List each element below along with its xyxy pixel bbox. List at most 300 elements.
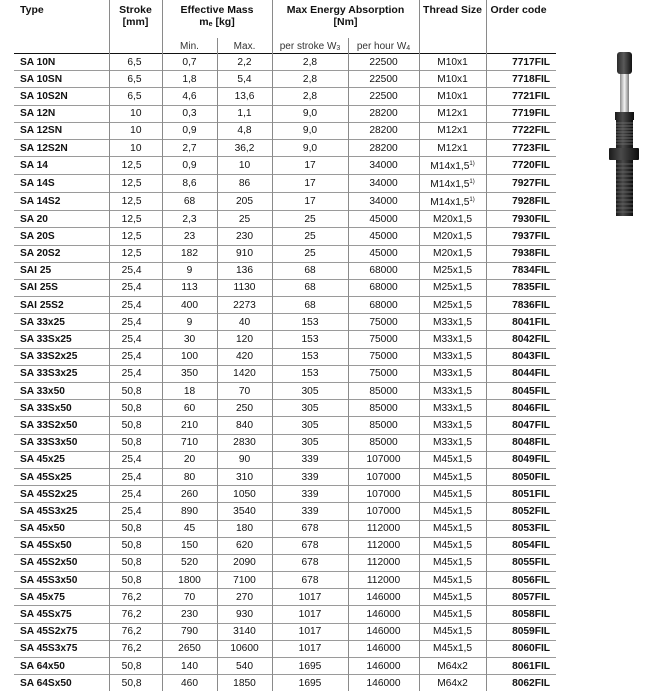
cell-type-text: SA 45Sx25 bbox=[20, 471, 72, 483]
cell-mass-min-text: 260 bbox=[181, 488, 198, 500]
cell-type-text: SA 45x25 bbox=[20, 454, 65, 466]
cell-thread-size-text: M10x1 bbox=[437, 56, 468, 68]
cell-mass-max bbox=[217, 589, 272, 606]
cell-mass-max-text: 250 bbox=[236, 402, 253, 414]
cell-mass-min bbox=[162, 348, 217, 365]
cell-type-text: SA 10S2N bbox=[20, 90, 68, 102]
cell-energy-per-hour-text: 34000 bbox=[369, 178, 398, 190]
cell-mass-min-text: 710 bbox=[181, 437, 198, 449]
cell-energy-per-hour bbox=[348, 314, 419, 331]
cell-type bbox=[14, 623, 109, 640]
cell-energy-per-stroke-text: 1017 bbox=[298, 643, 322, 655]
cell-mass-min-text: 70 bbox=[183, 591, 196, 603]
cell-mass-max bbox=[217, 348, 272, 365]
cell-energy-per-stroke-text: 153 bbox=[301, 368, 319, 380]
cell-order-code-text: 8046FIL bbox=[512, 402, 551, 414]
cell-energy-per-hour bbox=[348, 503, 419, 520]
cell-mass-min bbox=[162, 468, 217, 485]
cell-type bbox=[14, 486, 109, 503]
cell-stroke bbox=[109, 623, 162, 640]
cell-order-code-text: 8056FIL bbox=[512, 574, 551, 586]
cell-order-code bbox=[486, 675, 556, 692]
cell-stroke bbox=[109, 658, 162, 675]
cell-mass-min bbox=[162, 503, 217, 520]
cell-energy-per-hour-text: 112000 bbox=[366, 557, 401, 569]
cell-thread-size-text: M25x1,5 bbox=[432, 265, 473, 277]
cell-mass-max bbox=[217, 400, 272, 417]
cell-energy-per-stroke bbox=[272, 88, 348, 105]
cell-energy-per-hour-text: 75000 bbox=[369, 351, 398, 363]
cell-order-code bbox=[486, 297, 556, 314]
cell-energy-per-stroke-text: 9,0 bbox=[302, 108, 318, 120]
cell-thread-size-text: M10x1 bbox=[437, 90, 468, 102]
cell-mass-max-text: 840 bbox=[236, 419, 253, 431]
cell-order-code bbox=[486, 331, 556, 348]
header-energy-label: Max Energy Absorption bbox=[286, 4, 405, 16]
header-empty-order bbox=[486, 38, 556, 54]
cell-energy-per-stroke-text: 339 bbox=[301, 488, 319, 500]
cell-type-text: SA 45Sx75 bbox=[20, 609, 72, 621]
cell-energy-per-stroke-text: 1695 bbox=[298, 677, 322, 689]
cell-energy-per-stroke-text: 25 bbox=[304, 248, 316, 260]
cell-stroke bbox=[109, 520, 162, 537]
cell-order-code bbox=[486, 262, 556, 279]
cell-mass-max bbox=[217, 503, 272, 520]
cell-mass-max bbox=[217, 486, 272, 503]
cell-order-code bbox=[486, 279, 556, 296]
cell-order-code-text: 8049FIL bbox=[512, 454, 551, 466]
cell-stroke-text: 12,5 bbox=[121, 178, 142, 190]
cell-mass-max-text: 3540 bbox=[233, 505, 256, 517]
cell-order-code bbox=[486, 520, 556, 537]
cell-type-text: SA 45S3x75 bbox=[20, 643, 78, 655]
cell-stroke bbox=[109, 572, 162, 589]
cell-energy-per-stroke bbox=[272, 503, 348, 520]
cell-energy-per-hour bbox=[348, 468, 419, 485]
table-row bbox=[14, 606, 556, 623]
cell-mass-max-text: 120 bbox=[236, 334, 253, 346]
cell-thread-size-text: M20x1,5 bbox=[432, 230, 473, 242]
cell-stroke bbox=[109, 54, 162, 71]
cell-stroke-text: 25,4 bbox=[121, 299, 142, 311]
cell-type bbox=[14, 520, 109, 537]
cell-energy-per-hour-text: 22500 bbox=[369, 90, 398, 102]
cell-order-code-text: 8051FIL bbox=[512, 488, 551, 500]
cell-mass-min bbox=[162, 589, 217, 606]
cell-type-text: SA 33S2x50 bbox=[20, 419, 78, 431]
cell-energy-per-hour-text: 146000 bbox=[366, 677, 401, 689]
cell-type bbox=[14, 105, 109, 122]
cell-type-text: SAI 25S bbox=[20, 282, 58, 294]
cell-mass-max bbox=[217, 54, 272, 71]
cell-mass-max bbox=[217, 331, 272, 348]
cell-order-code bbox=[486, 122, 556, 139]
cell-energy-per-hour bbox=[348, 297, 419, 314]
cell-thread-size bbox=[419, 503, 486, 520]
cell-energy-per-stroke bbox=[272, 383, 348, 400]
cell-type-text: SA 14S bbox=[20, 178, 55, 190]
cell-mass-max-text: 36,2 bbox=[234, 142, 255, 154]
header-per-hour bbox=[348, 38, 419, 54]
cell-energy-per-hour-text: 22500 bbox=[369, 73, 398, 85]
cell-energy-per-stroke bbox=[272, 348, 348, 365]
header-energy-unit: [Nm] bbox=[333, 16, 358, 28]
cell-mass-min bbox=[162, 105, 217, 122]
cell-thread-size bbox=[419, 486, 486, 503]
cell-type bbox=[14, 417, 109, 434]
cell-stroke-text: 50,8 bbox=[121, 402, 142, 414]
cell-energy-per-stroke-text: 678 bbox=[301, 523, 319, 535]
cell-mass-min-text: 0,9 bbox=[182, 125, 197, 137]
cell-order-code bbox=[486, 623, 556, 640]
cell-thread-size-text: M45x1,5 bbox=[432, 609, 473, 621]
cell-mass-min bbox=[162, 520, 217, 537]
cell-order-code bbox=[486, 228, 556, 245]
cell-order-code-text: 7721FIL bbox=[512, 90, 551, 102]
cell-energy-per-stroke-text: 305 bbox=[301, 419, 319, 431]
cell-thread-size bbox=[419, 211, 486, 228]
cell-mass-min-text: 113 bbox=[181, 282, 198, 294]
table-body bbox=[14, 54, 556, 692]
cell-energy-per-stroke bbox=[272, 245, 348, 262]
cell-order-code bbox=[486, 245, 556, 262]
cell-energy-per-hour bbox=[348, 606, 419, 623]
cell-energy-per-stroke-text: 305 bbox=[301, 385, 319, 397]
cell-mass-min-text: 60 bbox=[183, 402, 196, 414]
header-stroke bbox=[109, 0, 162, 38]
table-row bbox=[14, 520, 556, 537]
cell-stroke-text: 6,5 bbox=[127, 90, 142, 102]
footnote-marker: 1) bbox=[469, 197, 475, 204]
header-effective-mass bbox=[162, 0, 272, 38]
cell-mass-min bbox=[162, 486, 217, 503]
cell-energy-per-hour bbox=[348, 88, 419, 105]
cell-order-code-text: 8061FIL bbox=[512, 660, 551, 672]
cell-order-code-text: 8043FIL bbox=[512, 351, 551, 363]
cell-stroke-text: 50,8 bbox=[121, 437, 142, 449]
table-row bbox=[14, 348, 556, 365]
cell-stroke bbox=[109, 468, 162, 485]
cell-mass-max bbox=[217, 468, 272, 485]
cell-order-code-text: 8047FIL bbox=[512, 419, 551, 431]
cell-energy-per-hour bbox=[348, 640, 419, 657]
cell-mass-min bbox=[162, 383, 217, 400]
cell-mass-min-text: 30 bbox=[183, 334, 196, 346]
cell-mass-min-text: 210 bbox=[181, 419, 198, 431]
table-row bbox=[14, 122, 556, 139]
cell-stroke-text: 10 bbox=[130, 108, 142, 120]
table-row bbox=[14, 331, 556, 348]
header-mass-subscript: e bbox=[208, 21, 213, 28]
cell-energy-per-hour bbox=[348, 451, 419, 468]
cell-stroke bbox=[109, 434, 162, 451]
cell-mass-min bbox=[162, 193, 217, 211]
cell-mass-max bbox=[217, 675, 272, 692]
cell-energy-per-stroke-text: 17 bbox=[304, 178, 316, 190]
cell-energy-per-hour-text: 28200 bbox=[369, 108, 398, 120]
cell-thread-size-text: M33x1,5 bbox=[432, 351, 473, 363]
cell-type-text: SA 20S bbox=[20, 230, 55, 242]
cell-mass-min-text: 140 bbox=[181, 660, 198, 672]
header-per-stroke-label: per stroke W bbox=[279, 41, 337, 52]
cell-order-code-text: 8062FIL bbox=[512, 677, 551, 689]
cell-stroke-text: 25,4 bbox=[121, 368, 142, 380]
header-min: Min. bbox=[162, 38, 217, 54]
cell-mass-min bbox=[162, 297, 217, 314]
cell-type bbox=[14, 503, 109, 520]
cell-type bbox=[14, 675, 109, 692]
cell-energy-per-stroke-text: 678 bbox=[301, 574, 319, 586]
cell-mass-max bbox=[217, 105, 272, 122]
cell-order-code-text: 8057FIL bbox=[512, 591, 551, 603]
cell-type bbox=[14, 606, 109, 623]
cell-energy-per-hour bbox=[348, 365, 419, 382]
table-row bbox=[14, 139, 556, 156]
cell-stroke bbox=[109, 245, 162, 262]
cell-type bbox=[14, 157, 109, 175]
cell-type-text: SA 45S3x50 bbox=[20, 574, 78, 586]
cell-mass-min-text: 100 bbox=[181, 351, 198, 363]
cell-mass-max-text: 1,1 bbox=[237, 108, 252, 120]
cell-energy-per-stroke bbox=[272, 451, 348, 468]
cell-mass-min-text: 400 bbox=[181, 299, 198, 311]
cell-mass-min bbox=[162, 434, 217, 451]
cell-thread-size bbox=[419, 383, 486, 400]
cell-order-code bbox=[486, 175, 556, 193]
cell-energy-per-hour-text: 146000 bbox=[366, 609, 401, 621]
cell-energy-per-hour-text: 85000 bbox=[369, 402, 398, 414]
cell-energy-per-stroke-text: 25 bbox=[304, 213, 316, 225]
header-per-stroke bbox=[272, 38, 348, 54]
cell-energy-per-hour-text: 112000 bbox=[366, 574, 401, 586]
table-row bbox=[14, 157, 556, 175]
table-row bbox=[14, 400, 556, 417]
cell-stroke-text: 12,5 bbox=[121, 160, 142, 172]
cell-thread-size bbox=[419, 105, 486, 122]
cell-thread-size-text: M33x1,5 bbox=[432, 334, 473, 346]
cell-mass-max-text: 420 bbox=[236, 351, 253, 363]
footnote-marker: 1) bbox=[469, 179, 475, 186]
table-row bbox=[14, 675, 556, 692]
cell-order-code bbox=[486, 348, 556, 365]
cell-type bbox=[14, 383, 109, 400]
cell-type-text: SA 33S3x50 bbox=[20, 437, 78, 449]
cell-energy-per-stroke-text: 2,8 bbox=[302, 56, 318, 68]
cell-energy-per-hour-text: 45000 bbox=[369, 248, 398, 260]
cell-energy-per-hour bbox=[348, 417, 419, 434]
cell-mass-min-text: 8,6 bbox=[182, 178, 197, 190]
cell-mass-max-text: 620 bbox=[236, 540, 253, 552]
cell-mass-min bbox=[162, 417, 217, 434]
cell-type bbox=[14, 572, 109, 589]
cell-mass-min-text: 68 bbox=[183, 196, 196, 208]
cell-stroke bbox=[109, 314, 162, 331]
cell-energy-per-stroke bbox=[272, 122, 348, 139]
cell-thread-size-text: M45x1,5 bbox=[432, 523, 473, 535]
cell-type bbox=[14, 658, 109, 675]
cell-energy-per-stroke-text: 339 bbox=[301, 471, 319, 483]
cell-energy-per-hour bbox=[348, 331, 419, 348]
cell-mass-min-text: 350 bbox=[181, 368, 198, 380]
cell-mass-min bbox=[162, 245, 217, 262]
cell-thread-size bbox=[419, 139, 486, 156]
cell-energy-per-hour-text: 107000 bbox=[366, 505, 401, 517]
cell-stroke-text: 76,2 bbox=[121, 626, 142, 638]
cell-mass-min bbox=[162, 175, 217, 193]
cell-thread-size-text: M45x1,5 bbox=[432, 643, 473, 655]
table-row bbox=[14, 262, 556, 279]
cell-energy-per-hour-text: 85000 bbox=[369, 419, 398, 431]
cell-mass-min-text: 150 bbox=[181, 540, 198, 552]
cell-energy-per-stroke bbox=[272, 279, 348, 296]
cell-thread-size-text: M12x1 bbox=[437, 142, 468, 154]
cell-energy-per-hour bbox=[348, 383, 419, 400]
cell-order-code-text: 8045FIL bbox=[512, 385, 551, 397]
cell-stroke-text: 25,4 bbox=[121, 334, 142, 346]
cell-energy-per-stroke-text: 339 bbox=[301, 454, 319, 466]
cell-thread-size-text: M64x2 bbox=[437, 677, 468, 689]
cell-order-code bbox=[486, 139, 556, 156]
cell-energy-per-stroke bbox=[272, 640, 348, 657]
cell-type-text: SA 33Sx25 bbox=[20, 334, 72, 346]
cell-mass-max bbox=[217, 623, 272, 640]
cell-mass-max-text: 2090 bbox=[233, 557, 256, 569]
table-row bbox=[14, 640, 556, 657]
cell-mass-max-text: 70 bbox=[238, 385, 251, 397]
cell-mass-max-text: 180 bbox=[236, 523, 253, 535]
cell-mass-min-text: 1800 bbox=[178, 574, 201, 586]
cell-type-text: SA 45x50 bbox=[20, 523, 65, 535]
cell-type bbox=[14, 348, 109, 365]
table-row bbox=[14, 71, 556, 88]
cell-mass-max-text: 910 bbox=[236, 248, 253, 260]
cell-order-code bbox=[486, 193, 556, 211]
cell-energy-per-hour bbox=[348, 486, 419, 503]
cell-energy-per-stroke-text: 678 bbox=[301, 557, 319, 569]
cell-order-code bbox=[486, 554, 556, 571]
cell-mass-max-text: 3140 bbox=[233, 626, 256, 638]
cell-type bbox=[14, 331, 109, 348]
cell-stroke bbox=[109, 262, 162, 279]
cell-mass-max bbox=[217, 245, 272, 262]
cell-type-text: SA 20 bbox=[20, 213, 48, 225]
cell-mass-max bbox=[217, 297, 272, 314]
cell-mass-min-text: 0,3 bbox=[182, 108, 197, 120]
cell-stroke-text: 6,5 bbox=[127, 56, 142, 68]
cell-type bbox=[14, 211, 109, 228]
cell-order-code-text: 7718FIL bbox=[512, 73, 551, 85]
cell-energy-per-stroke bbox=[272, 211, 348, 228]
cell-mass-max bbox=[217, 606, 272, 623]
cell-energy-per-hour-text: 75000 bbox=[369, 316, 398, 328]
cell-energy-per-stroke-text: 153 bbox=[301, 334, 319, 346]
cell-type-text: SA 33x50 bbox=[20, 385, 65, 397]
cell-mass-max-text: 86 bbox=[238, 178, 251, 190]
cell-energy-per-stroke bbox=[272, 54, 348, 71]
cell-energy-per-stroke-text: 1017 bbox=[298, 626, 322, 638]
table-header bbox=[14, 0, 556, 54]
cell-energy-per-stroke bbox=[272, 175, 348, 193]
table-row bbox=[14, 279, 556, 296]
cell-thread-size bbox=[419, 157, 486, 175]
cell-mass-max bbox=[217, 88, 272, 105]
cell-stroke bbox=[109, 383, 162, 400]
cell-type bbox=[14, 640, 109, 657]
table-row bbox=[14, 589, 556, 606]
cell-thread-size bbox=[419, 572, 486, 589]
cell-mass-min bbox=[162, 400, 217, 417]
cell-energy-per-hour bbox=[348, 54, 419, 71]
cell-mass-max-text: 2273 bbox=[233, 299, 256, 311]
cell-energy-per-hour-text: 34000 bbox=[369, 196, 398, 208]
cell-order-code bbox=[486, 54, 556, 71]
cell-mass-max-text: 1850 bbox=[233, 677, 256, 689]
cell-type-text: SA 64Sx50 bbox=[20, 677, 72, 689]
cell-thread-size bbox=[419, 623, 486, 640]
cell-order-code bbox=[486, 640, 556, 657]
cell-thread-size-text: M64x2 bbox=[437, 660, 468, 672]
cell-mass-max bbox=[217, 383, 272, 400]
cell-energy-per-hour bbox=[348, 623, 419, 640]
cell-type bbox=[14, 365, 109, 382]
cell-mass-max bbox=[217, 434, 272, 451]
cell-energy-per-stroke bbox=[272, 520, 348, 537]
cell-mass-min bbox=[162, 554, 217, 571]
cell-stroke-text: 25,4 bbox=[121, 316, 142, 328]
cell-mass-max bbox=[217, 520, 272, 537]
cell-thread-size-text: M45x1,5 bbox=[432, 471, 473, 483]
cell-mass-min bbox=[162, 331, 217, 348]
cell-mass-max bbox=[217, 314, 272, 331]
cell-order-code-text: 8058FIL bbox=[512, 609, 551, 621]
cell-order-code-text: 8052FIL bbox=[512, 505, 551, 517]
cell-energy-per-hour bbox=[348, 589, 419, 606]
cell-energy-per-stroke bbox=[272, 468, 348, 485]
cell-stroke-text: 50,8 bbox=[121, 385, 142, 397]
cell-energy-per-stroke bbox=[272, 554, 348, 571]
cell-mass-max-text: 10600 bbox=[230, 643, 259, 655]
cell-energy-per-hour-text: 85000 bbox=[369, 385, 398, 397]
cell-energy-per-hour bbox=[348, 675, 419, 692]
cell-energy-per-hour bbox=[348, 193, 419, 211]
cell-energy-per-hour bbox=[348, 537, 419, 554]
cell-thread-size bbox=[419, 640, 486, 657]
header-mass-label: Effective Mass bbox=[180, 4, 254, 16]
cell-energy-per-hour-text: 107000 bbox=[366, 471, 401, 483]
cell-stroke bbox=[109, 365, 162, 382]
cell-stroke-text: 25,4 bbox=[121, 505, 142, 517]
cell-energy-per-stroke bbox=[272, 572, 348, 589]
cell-mass-min-text: 4,6 bbox=[182, 90, 197, 102]
cell-energy-per-hour bbox=[348, 71, 419, 88]
cell-energy-per-stroke-text: 68 bbox=[304, 299, 316, 311]
cell-type-text: SA 33Sx50 bbox=[20, 402, 72, 414]
cell-mass-max-text: 7100 bbox=[233, 574, 256, 586]
cell-thread-size bbox=[419, 262, 486, 279]
cell-order-code-text: 8048FIL bbox=[512, 437, 551, 449]
cell-mass-min bbox=[162, 537, 217, 554]
cell-energy-per-stroke-text: 153 bbox=[301, 316, 319, 328]
cell-mass-min bbox=[162, 122, 217, 139]
cell-order-code-text: 8054FIL bbox=[512, 540, 551, 552]
cell-thread-size-text: M33x1,5 bbox=[432, 402, 473, 414]
cell-mass-max-text: 2,2 bbox=[237, 56, 252, 68]
cell-thread-size-text: M45x1,5 bbox=[432, 540, 473, 552]
cell-mass-max bbox=[217, 193, 272, 211]
footnote-marker: 1) bbox=[469, 161, 475, 168]
cell-mass-min bbox=[162, 88, 217, 105]
cell-mass-min bbox=[162, 675, 217, 692]
